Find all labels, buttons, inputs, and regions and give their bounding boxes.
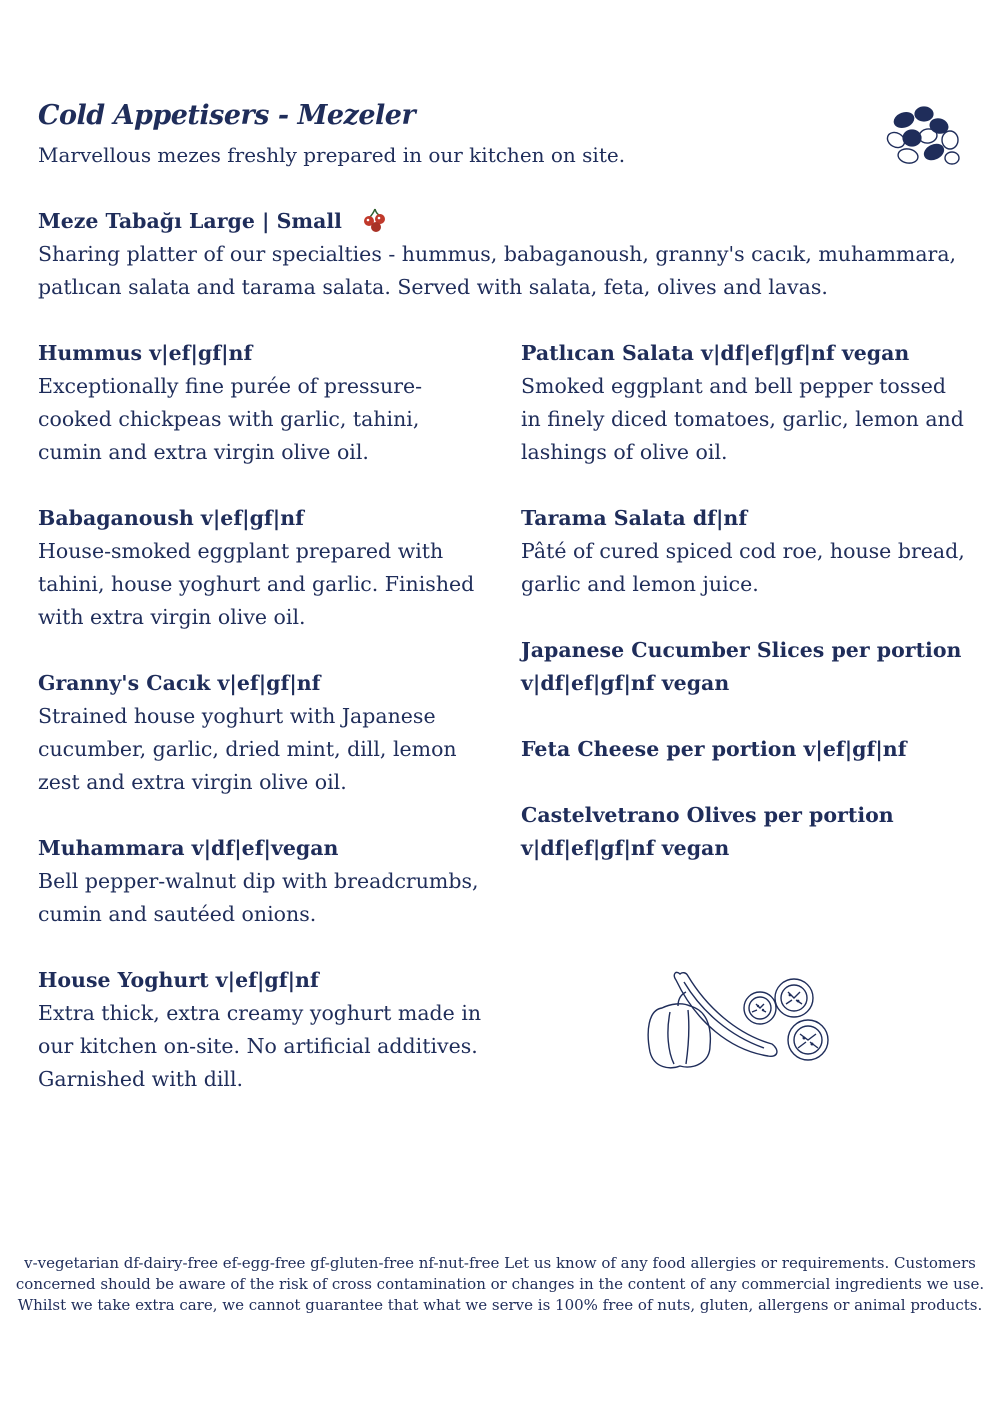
menu-item xyxy=(38,964,488,1096)
item-name: Patlıcan Salata v|df|ef|gf|nf vegan xyxy=(521,341,910,365)
allergen-footnote: v-vegetarian df-dairy-free ef-egg-free gf-gluten-free nf-nut-free Let us know of any food allergies or requirements. Customers concerned should be aware of the risk of cross contamination or changes in the content of any commercial ingredients we use. Whilst we take extra care, we cannot guarantee that what we serve is 100% free of nuts, gluten, allergens or animal products. xyxy=(15,1254,985,1314)
menu-item xyxy=(38,337,488,469)
item-description: Strained house yoghurt with Japanese cucumber, garlic, dried mint, dill, lemon zest and extra virgin olive oil. xyxy=(38,704,457,794)
menu-item xyxy=(38,502,488,634)
section-title: Cold Appetisers - Mezeler xyxy=(38,100,416,131)
right-column xyxy=(521,337,971,898)
menu-item xyxy=(521,337,971,469)
item-name: Tarama Salata df|nf xyxy=(521,506,748,530)
item-description: Smoked eggplant and bell pepper tossed in finely diced tomatoes, garlic, lemon and lashings of olive oil. xyxy=(521,374,964,464)
item-name: Castelvetrano Olives per portion v|df|ef|gf|nf vegan xyxy=(521,803,894,860)
menu-item xyxy=(38,832,488,931)
item-name: Feta Cheese per portion v|ef|gf|nf xyxy=(521,737,907,761)
item-name: Muhammara v|df|ef|vegan xyxy=(38,836,339,860)
olives-icon xyxy=(884,104,960,168)
platter-name-row xyxy=(38,205,968,238)
item-name: Babaganoush v|ef|gf|nf xyxy=(38,506,304,530)
left-column xyxy=(38,337,488,1129)
platter-description: Sharing platter of our specialties - hummus, babaganoush, granny's cacık, muhammara, patlıcan salata and tarama salata. Served with salata, feta, olives and lavas. xyxy=(38,242,957,299)
menu-item xyxy=(521,634,971,700)
platter-item xyxy=(38,205,968,304)
item-description: Bell pepper-walnut dip with breadcrumbs, cumin and sautéed onions. xyxy=(38,869,479,926)
item-name: Japanese Cucumber Slices per portion v|df|ef|gf|nf vegan xyxy=(521,638,962,695)
platter-name: Meze Tabağı Large | Small xyxy=(38,209,342,233)
item-name: Granny's Cacık v|ef|gf|nf xyxy=(38,671,321,695)
menu-item xyxy=(521,502,971,601)
item-description: Exceptionally fine purée of pressure-cooked chickpeas with garlic, tahini, cumin and extra virgin olive oil. xyxy=(38,374,423,464)
menu-item xyxy=(38,667,488,799)
item-description: House-smoked eggplant prepared with tahini, house yoghurt and garlic. Finished with extra virgin olive oil. xyxy=(38,539,475,629)
item-description: Extra thick, extra creamy yoghurt made in our kitchen on-site. No artificial additives. Garnished with dill. xyxy=(38,1001,482,1091)
item-description: Pâté of cured spiced cod roe, house bread, garlic and lemon juice. xyxy=(521,539,965,596)
menu-item xyxy=(521,733,971,766)
chili-pepper-icon xyxy=(361,206,389,234)
menu-item xyxy=(521,799,971,865)
item-name: Hummus v|ef|gf|nf xyxy=(38,341,253,365)
vegetables-illustration-icon xyxy=(640,962,840,1074)
item-name: House Yoghurt v|ef|gf|nf xyxy=(38,968,319,992)
section-subtitle: Marvellous mezes freshly prepared in our kitchen on site. xyxy=(38,143,626,167)
